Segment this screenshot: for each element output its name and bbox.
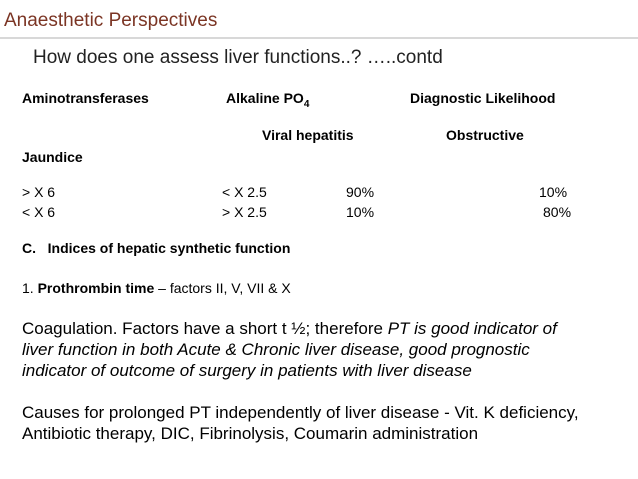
col-header-obstructive: Obstructive bbox=[446, 127, 524, 143]
section-heading: C. Indices of hepatic synthetic function bbox=[22, 240, 291, 256]
slide-subtitle: How does one assess liver functions..? …..contd bbox=[33, 47, 443, 68]
row-header-jaundice: Jaundice bbox=[22, 149, 83, 165]
slide-header: Anaesthetic Perspectives bbox=[4, 10, 218, 31]
paragraph-causes-line2: Antibiotic therapy, DIC, Fibrinolysis, Coumarin administration bbox=[22, 424, 479, 443]
table-cell-viral: 10% bbox=[346, 204, 375, 220]
paragraph-coagulation-line1: Coagulation. Factors have a short t ½; therefore PT is good indicator of bbox=[22, 319, 557, 338]
table-cell-obstructive: 10% bbox=[539, 184, 568, 200]
col-header-alkaline-po4: Alkaline $PO_4$ bbox=[226, 90, 310, 110]
table-cell-obstructive: 80% bbox=[543, 204, 572, 220]
list-item-prothrombin-time: 1. Prothrombin time – factors II, V, VII & X bbox=[22, 280, 291, 296]
col-header-diagnostic-likelihood: Diagnostic Likelihood bbox=[410, 90, 556, 106]
table-cell-viral: 90% bbox=[346, 184, 375, 200]
col-header-viral-hepatitis: Viral hepatitis bbox=[262, 127, 354, 143]
paragraph-coagulation-line3: indicator of outcome of surgery in patients with liver disease bbox=[22, 361, 472, 380]
paragraph-causes-line1: Causes for prolonged PT independently of liver disease - Vit. K deficiency, bbox=[22, 403, 579, 422]
table-cell-alk: > X 2.5 bbox=[222, 204, 267, 220]
table-cell-alk: < X 2.5 bbox=[222, 184, 267, 200]
col-header-aminotransferases: Aminotransferases bbox=[22, 90, 149, 106]
table-cell-amino: < X 6 bbox=[22, 204, 56, 220]
table-cell-amino: > X 6 bbox=[22, 184, 56, 200]
header-divider bbox=[0, 37, 638, 39]
paragraph-coagulation-line2: liver function in both Acute & Chronic liver disease, good prognostic bbox=[22, 340, 530, 359]
